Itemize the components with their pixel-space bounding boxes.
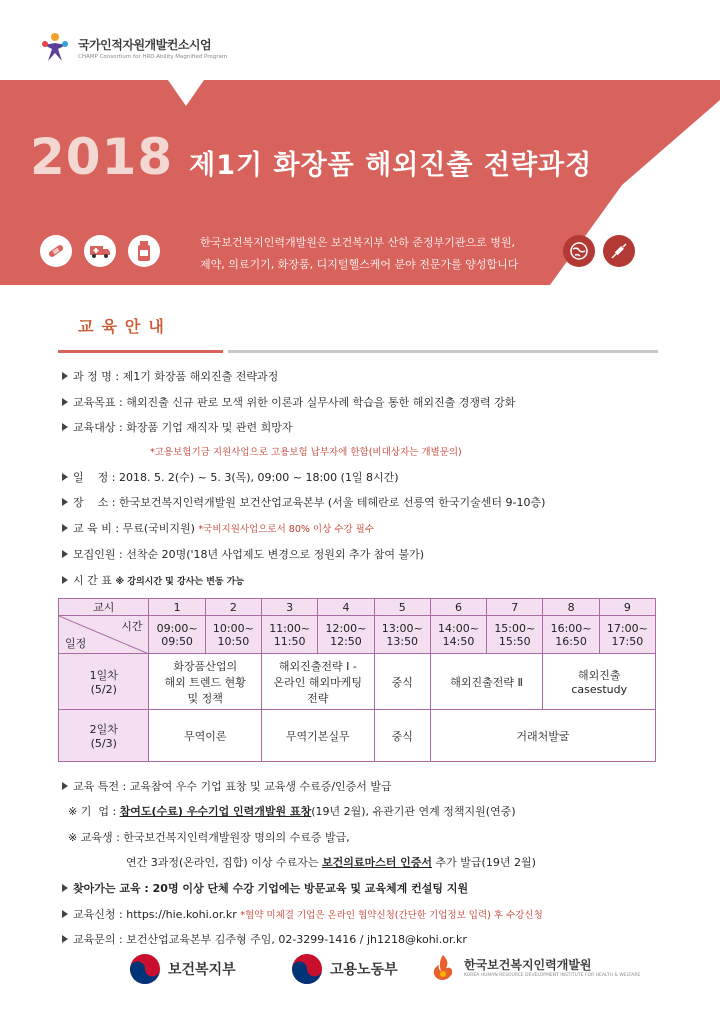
title-row <box>30 128 592 186</box>
time-cell: 13:00~ 13:50 <box>374 616 430 654</box>
period-cell: 9 <box>599 599 655 616</box>
period-cell: 4 <box>318 599 374 616</box>
taegeuk-icon <box>128 952 162 986</box>
info-apply: 교육신청 : https://hie.kohi.or.kr *협약 미체결 기업은 온라인 협약신청(간단한 기업정보 입력) 후 수강신청 <box>62 906 543 922</box>
period-cell: 2 <box>205 599 261 616</box>
time-cell: 09:00~ 09:50 <box>149 616 205 654</box>
ambulance-icon <box>84 235 116 267</box>
benefits-company: ※ 기 업 : 참여도(수료) 우수기업 인력개발원 표창(19년 2월), 유관기관 연계 정책지원(연중) <box>68 805 516 818</box>
bullet-icon <box>62 910 68 918</box>
info-target-note: *고용보험기금 지원사업으로 고용보험 납부자에 한함(비대상자는 개별문의) <box>150 447 462 458</box>
day1-lunch: 중식 <box>374 654 430 710</box>
day1-session-4: 해외진출 casestudy <box>543 654 656 710</box>
moel-logo: 고용노동부 <box>290 952 398 986</box>
time-cell: 17:00~ 17:50 <box>599 616 655 654</box>
info-benefits: 교육 특전 : 교육참여 우수 기업 표창 및 교육생 수료증/인증서 발급 <box>62 778 392 794</box>
info-goal: 교육목표 : 해외진출 신규 판로 모색 위한 이론과 실무사례 학습을 통한 해외진출 경쟁력 강화 <box>62 394 515 410</box>
bullet-icon <box>62 398 68 406</box>
bandage-icon <box>40 235 72 267</box>
schedule-table <box>58 598 656 762</box>
champ-mark-icon <box>38 31 72 65</box>
info-contact: 교육문의 : 보건산업교육본부 김주형 주임, 02-3299-1416 / jh1218@kohi.or.kr <box>62 931 467 947</box>
kohi-flame-icon <box>428 952 458 982</box>
kohi-logo: 한국보건복지인력개발원 KOREA HUMAN RESOURCE DEVELOPMENT INSTITUTE FOR HEALTH & WELFARE <box>428 952 640 982</box>
day2-label: 2일차 (5/3) <box>59 710 149 762</box>
banner-notch <box>168 80 204 106</box>
taegeuk-icon <box>290 952 324 986</box>
bullet-icon <box>62 473 68 481</box>
syringe-icon <box>603 235 635 267</box>
day1-session-1: 화장품산업의 해외 트렌드 현황 및 정책 <box>149 654 262 710</box>
bullet-icon <box>62 423 68 431</box>
schedule-time-row <box>59 616 656 654</box>
bullet-icon <box>62 524 68 532</box>
schedule-day2-row <box>59 710 656 762</box>
day1-session-3: 해외진출전략 Ⅱ <box>430 654 543 710</box>
bullet-icon <box>62 550 68 558</box>
time-cell: 12:00~ 12:50 <box>318 616 374 654</box>
period-cell: 6 <box>430 599 486 616</box>
bullet-icon <box>62 372 68 380</box>
info-course: 과 정 명 : 제1기 화장품 해외진출 전략과정 <box>62 368 278 384</box>
period-cell: 3 <box>262 599 318 616</box>
time-cell: 10:00~ 10:50 <box>205 616 261 654</box>
info-visit: 찾아가는 교육 : 20명 이상 단체 수강 기업에는 방문교육 및 교육체계 컨설팅 지원 <box>62 880 468 896</box>
banner-icons-left <box>40 235 160 267</box>
day1-session-2: 해외진출전략 Ⅰ - 온라인 해외마케팅 전략 <box>262 654 375 710</box>
day2-session-2: 무역기본실무 <box>262 710 375 762</box>
time-cell: 11:00~ 11:50 <box>262 616 318 654</box>
bullet-icon <box>62 498 68 506</box>
day2-session-3: 거래처발굴 <box>430 710 655 762</box>
time-cell: 15:00~ 15:50 <box>487 616 543 654</box>
day2-session-1: 무역이론 <box>149 710 262 762</box>
period-cell: 5 <box>374 599 430 616</box>
apply-url[interactable]: : https://hie.kohi.or.kr <box>119 908 237 921</box>
section-title: 교육안내 <box>78 317 172 336</box>
info-place: 장 소 : 한국보건복지인력개발원 보건산업교육본부 (서울 테헤란로 선릉역 한국기술센터 9-10층) <box>62 494 545 510</box>
bullet-icon <box>62 935 68 943</box>
mohw-logo: 보건복지부 <box>128 952 236 986</box>
banner-icons-right <box>563 235 635 267</box>
org-name: 국가인적자원개발컨소시엄 <box>78 38 212 52</box>
benefits-student: ※ 교육생 : 한국보건복지인력개발원장 명의의 수료증 발급, <box>68 831 350 844</box>
info-schedule: 시 간 표 ※ 강의시간 및 강사는 변동 가능 <box>62 572 244 588</box>
title-year: 2018 <box>30 128 174 186</box>
time-cell: 16:00~ 16:50 <box>543 616 599 654</box>
period-cell: 7 <box>487 599 543 616</box>
info-target: 교육대상 : 화장품 기업 재직자 및 관련 희망자 <box>62 419 292 435</box>
time-day-header: 시간 일정 <box>59 616 149 654</box>
org-sub: CHAMP Consortium for HRD Ability Magnified Program <box>78 54 228 60</box>
medicine-bottle-icon <box>128 235 160 267</box>
info-recruit: 모집인원 : 선착순 20명('18년 사업제도 변경으로 정원외 추가 참여 불가) <box>62 546 424 562</box>
schedule-period-row <box>59 599 656 616</box>
period-cell: 1 <box>149 599 205 616</box>
benefits-student-line2: 연간 3과정(온라인, 집합) 이상 수료자는 보건의료마스터 인증서 추가 발급(19년 2월) <box>126 856 536 869</box>
bullet-icon <box>62 884 68 892</box>
champ-logo <box>38 28 227 68</box>
bullet-icon <box>62 782 68 790</box>
title-banner <box>0 80 720 285</box>
period-header: 교시 <box>59 599 149 616</box>
time-cell: 14:00~ 14:50 <box>430 616 486 654</box>
period-cell: 8 <box>543 599 599 616</box>
day2-lunch: 중식 <box>374 710 430 762</box>
info-date: 일 정 : 2018. 5. 2(수) ~ 5. 3(목), 09:00 ~ 18:00 (1일 8시간) <box>62 469 399 485</box>
section-divider <box>58 350 658 354</box>
banner-description: 한국보건복지인력개발원은 보건복지부 산하 준정부기관으로 병원, 제약, 의료기기, 화장품, 디지털헬스케어 분야 전문가를 양성합니다 <box>200 236 519 271</box>
page-title: 제1기 화장품 해외진출 전략과정 <box>189 150 593 181</box>
info-fee: 교 육 비 : 무료(국비지원) *국비지원사업으로서 80% 이상 수강 필수 <box>62 520 374 536</box>
schedule-day1-row <box>59 654 656 710</box>
footer-logos <box>0 952 720 992</box>
day1-label: 1일차 (5/2) <box>59 654 149 710</box>
globe-icon <box>563 235 595 267</box>
bullet-icon <box>62 576 68 584</box>
